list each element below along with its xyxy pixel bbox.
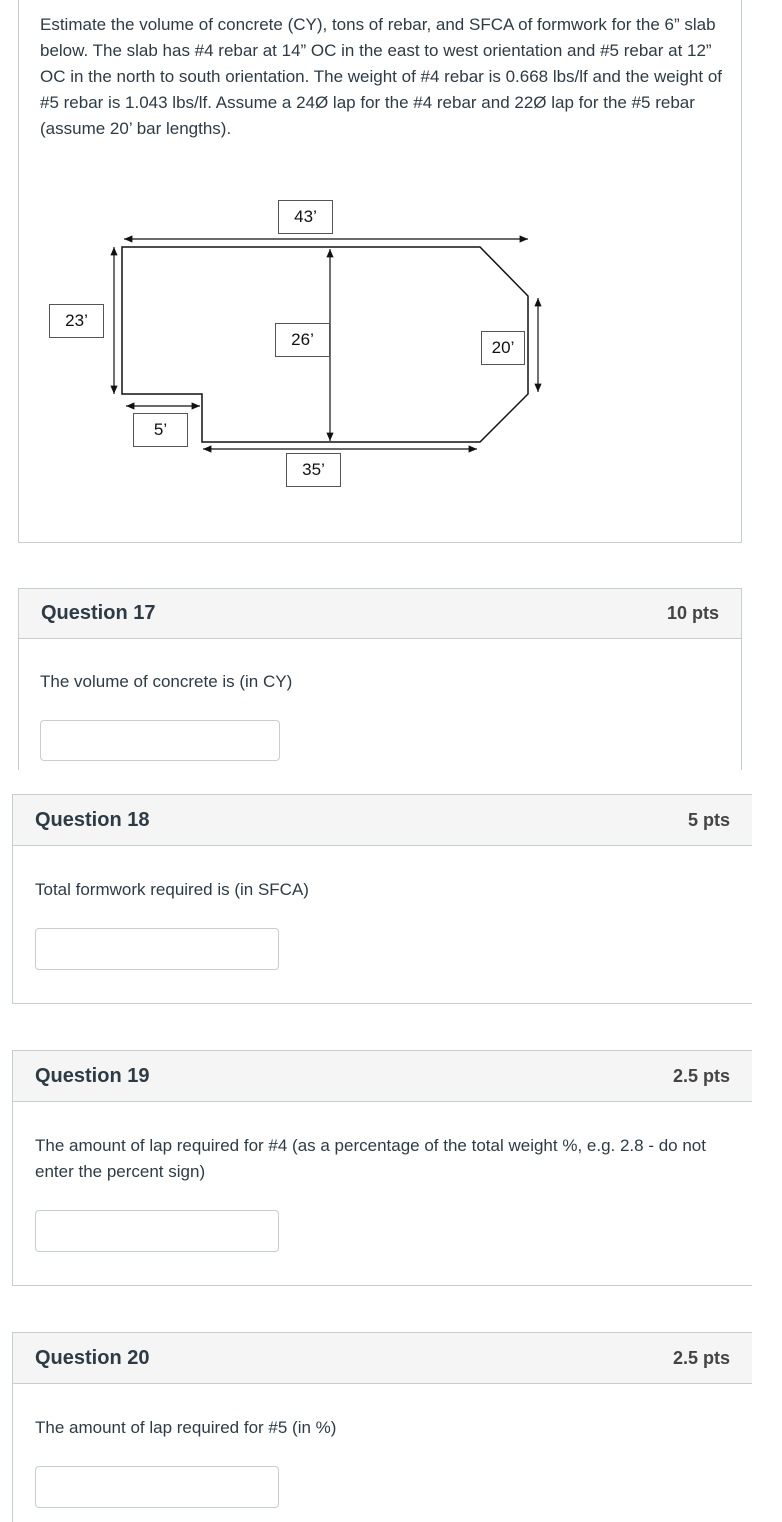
question-19-answer-input[interactable] — [35, 1210, 279, 1252]
dim-label-bottom: 35’ — [286, 453, 341, 487]
question-19-header — [13, 1050, 752, 1102]
dim-label-top: 43’ — [278, 200, 333, 234]
question-19-points: 2.5 pts — [672, 1065, 730, 1086]
question-17-prompt: The volume of concrete is (in CY) — [40, 672, 293, 691]
question-17-answer-input[interactable] — [40, 720, 280, 761]
question-20-prompt: The amount of lap required for #5 (in %) — [35, 1418, 337, 1437]
question-17-title: Question 17 — [41, 602, 156, 624]
question-19-prompt: The amount of lap required for #4 (as a percentage of the total weight %, e.g. 2.8 - do not enter the percent sign) — [35, 1136, 706, 1181]
question-20-title: Question 20 — [35, 1346, 150, 1369]
question-18-answer-input[interactable] — [35, 928, 279, 970]
question-20-answer-input[interactable] — [35, 1466, 279, 1508]
question-18-points: 5 pts — [687, 809, 730, 830]
question-18-header — [13, 794, 752, 846]
dim-label-right: 20’ — [481, 331, 525, 365]
question-18-prompt: Total formwork required is (in SFCA) — [35, 880, 309, 899]
question-20-header — [13, 1332, 752, 1384]
question-18-title: Question 18 — [35, 808, 150, 831]
question-17-points: 10 pts — [666, 603, 719, 623]
dim-label-middle: 26’ — [275, 323, 330, 357]
question-20-points: 2.5 pts — [672, 1347, 730, 1368]
slab-plan-diagram — [0, 0, 782, 560]
dim-label-left: 23’ — [49, 304, 104, 338]
question-17-header — [19, 588, 741, 639]
dim-label-notch: 5’ — [133, 413, 188, 447]
problem-statement: Estimate the volume of concrete (CY), tons of rebar, and SFCA of formwork for the 6” slab below. The slab has #4 rebar at 14” OC in the east to west orientation and #5 rebar at 12” OC in the north to south orientation. The weight of #4 rebar is 0.668 lbs/lf and the weight of #5 rebar is 1.043 lbs/lf. Assume a 24Ø lap for the #4 rebar and 22Ø lap for the #5 rebar (assume 20’ bar lengths). — [40, 15, 722, 138]
question-19-title: Question 19 — [35, 1064, 150, 1087]
